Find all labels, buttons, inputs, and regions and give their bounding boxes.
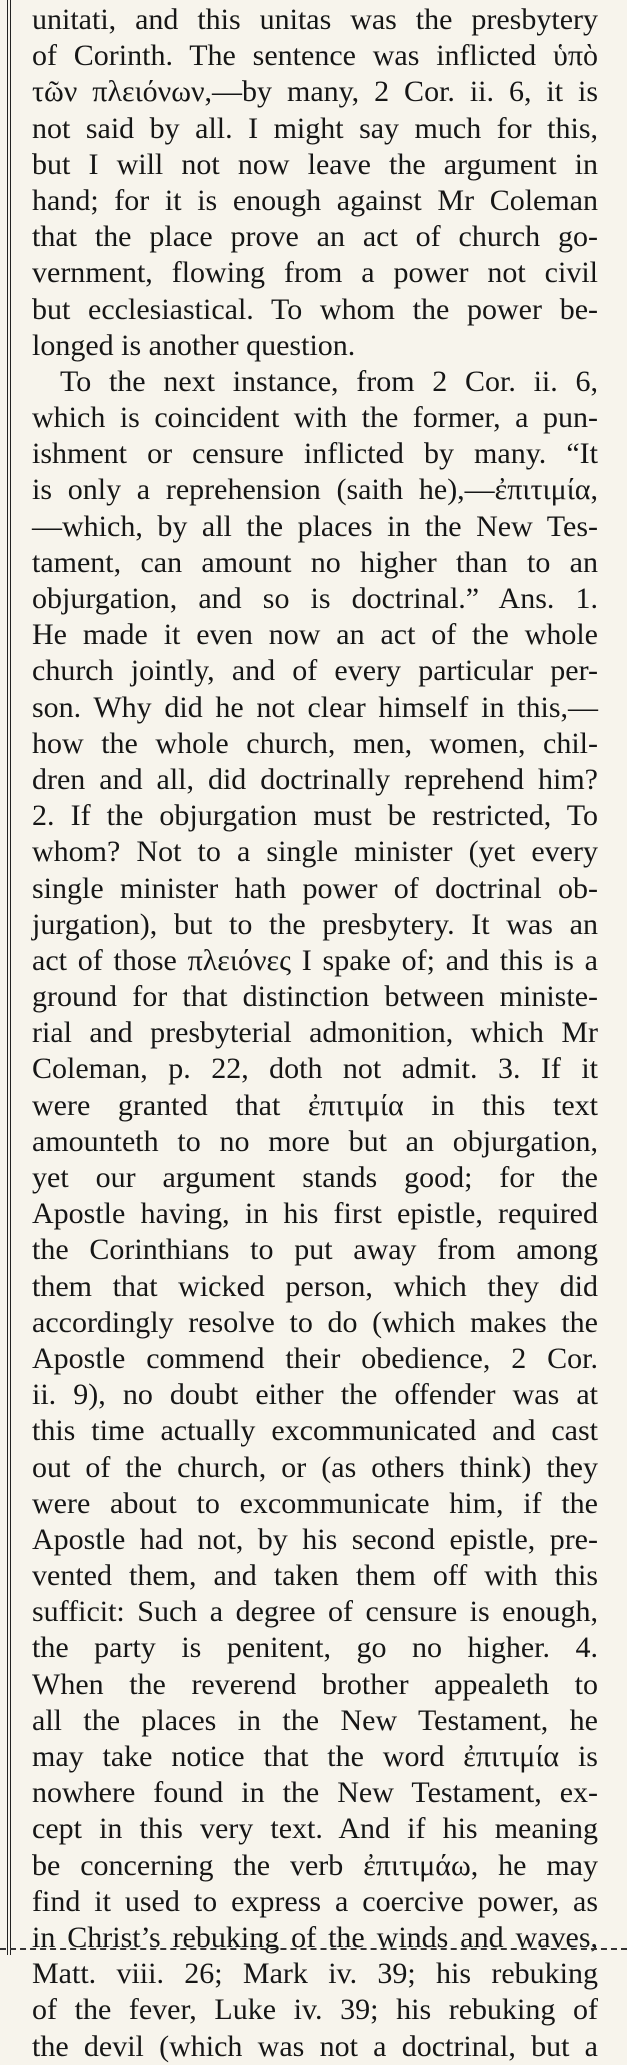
text-line: them that wicked person, which they did <box>32 1269 598 1303</box>
text-line: He made it even now an act of the whole <box>32 618 598 652</box>
text-line: which is coincident with the former, a pun- <box>32 401 598 435</box>
text-line: Coleman, p. 22, doth not admit. 3. If it <box>32 1052 598 1086</box>
text-line: be concerning the verb ἐπιτιμάω, he may <box>32 1848 598 1882</box>
text-line: τῶν πλειόνων,—by many, 2 Cor. ii. 6, it is <box>32 75 598 109</box>
text-line: When the reverend brother appealeth to <box>32 1667 598 1701</box>
text-line: were about to excommunicate him, if the <box>32 1486 598 1520</box>
text-column <box>32 2 598 2065</box>
text-line: vernment, flowing from a power not civil <box>32 256 598 290</box>
text-line: not said by all. I might say much for this, <box>32 111 598 145</box>
text-line: act of those πλειόνες I spake of; and this is a <box>32 943 598 977</box>
text-line: whom? Not to a single minister (yet every <box>32 835 598 869</box>
left-column-rule <box>7 0 11 1955</box>
text-line: how the whole church, men, women, chil- <box>32 726 598 760</box>
text-line: find it used to express a coercive power, as <box>32 1884 598 1918</box>
text-line: may take notice that the word ἐπιτιμία is <box>32 1740 598 1773</box>
text-line: all the places in the New Testament, he <box>32 1703 598 1737</box>
text-line: were granted that ἐπιτιμία in this text <box>32 1088 598 1122</box>
text-line: this time actually excommunicated and cast <box>32 1414 598 1448</box>
text-line: of the fever, Luke iv. 39; his rebuking of <box>32 1993 598 2027</box>
text-line: cept in this very text. And if his meaning <box>32 1812 598 1846</box>
text-line: accordingly resolve to do (which makes the <box>32 1305 598 1339</box>
text-line: —which, by all the places in the New Tes- <box>32 509 598 543</box>
text-line: longed is another question. <box>32 328 356 362</box>
bottom-rule <box>0 1948 627 1950</box>
text-line: unitati, and this unitas was the presbytery <box>32 3 598 36</box>
text-line: Apostle having, in his first epistle, required <box>32 1197 598 1231</box>
text-line: son. Why did he not clear himself in this,— <box>32 690 598 724</box>
text-line: sufficit: Such a degree of censure is enough, <box>32 1595 598 1629</box>
text-line: 2. If the objurgation must be restricted, To <box>32 799 598 833</box>
text-line: To the next instance, from 2 Cor. ii. 6, <box>60 364 598 398</box>
text-line: that the place prove an act of church go- <box>32 220 598 254</box>
text-line: but I will not now leave the argument in <box>32 147 598 181</box>
text-line: ground for that distinction between ministe- <box>32 980 598 1014</box>
text-line: in Christ’s rebuking of the winds and waves, <box>32 1920 598 1954</box>
text-line: jurgation), but to the presbytery. It was an <box>32 907 598 941</box>
text-line: of Corinth. The sentence was inflicted ὑπὸ <box>32 39 598 73</box>
text-line: amounteth to no more but an objurgation, <box>32 1124 598 1158</box>
text-line: church jointly, and of every particular per- <box>32 654 598 688</box>
text-line: Apostle commend their obedience, 2 Cor. <box>32 1341 598 1375</box>
text-line: Apostle had not, by his second epistle, pre- <box>32 1522 598 1556</box>
text-line: vented them, and taken them off with this <box>32 1559 598 1593</box>
text-line: the devil (which was not a doctrinal, but a <box>32 2029 598 2063</box>
text-line: objurgation, and so is doctrinal.” Ans. 1. <box>32 582 598 615</box>
text-line: nowhere found in the New Testament, ex- <box>32 1776 598 1810</box>
text-line: the Corinthians to put away from among <box>32 1233 598 1267</box>
text-line: yet our argument stands good; for the <box>32 1161 598 1194</box>
text-line: hand; for it is enough against Mr Coleman <box>32 183 598 217</box>
text-line: the party is penitent, go no higher. 4. <box>32 1631 598 1665</box>
text-line: ishment or censure inflicted by many. “It <box>32 437 598 471</box>
text-line: tament, can amount no higher than to an <box>32 545 598 579</box>
text-line: rial and presbyterial admonition, which Mr <box>32 1016 598 1050</box>
text-line: ii. 9), no doubt either the offender was at <box>32 1378 598 1412</box>
text-line: but ecclesiastical. To whom the power be- <box>32 292 598 326</box>
text-line: is only a reprehension (saith he),—ἐπιτιμία, <box>32 473 598 507</box>
text-line: Matt. viii. 26; Mark iv. 39; his rebuking <box>32 1957 598 1991</box>
text-line: out of the church, or (as others think) they <box>32 1450 598 1484</box>
text-line: dren and all, did doctrinally reprehend him? <box>32 762 598 796</box>
text-line: single minister hath power of doctrinal ob- <box>32 871 598 905</box>
